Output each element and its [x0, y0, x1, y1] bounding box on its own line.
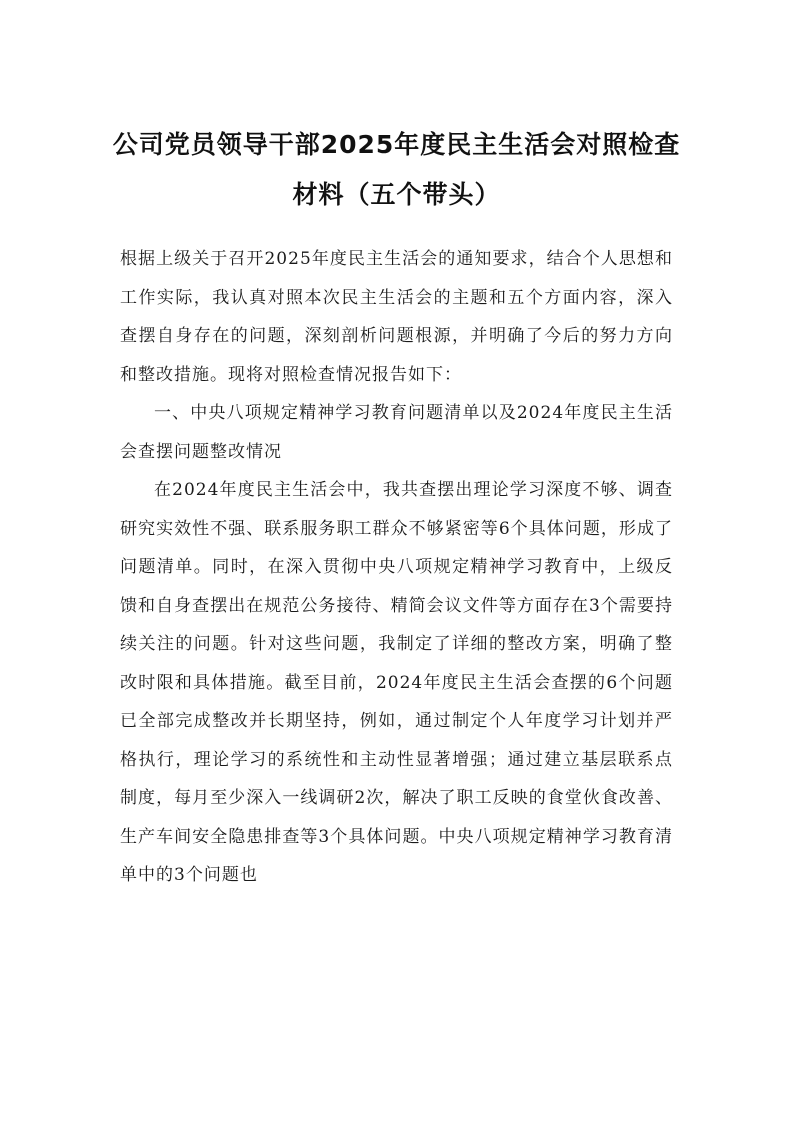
paragraph-rectification: 在2024年度民主生活会中，我共查摆出理论学习深度不够、调查研究实效性不强、联系服务职工群众不够紧密等6个具体问题，形成了问题清单。同时，在深入贯彻中央八项规定精神学习教育中，上级反馈和自身查摆出在规范公务接待、精简会议文件等方面存在3个需要持续关注的问题。针对这些问题，我制定了详细的整改方案，明确了整改时限和具体措施。截至目前，2024年度民主生活会查摆的6个问题已全部完成整改并长期坚持，例如，通过制定个人年度学习计划并严格执行，理论学习的系统性和主动性显著增强；通过建立基层联系点制度，每月至少深入一线调研2次，解决了职工反映的食堂伙食改善、生产车间安全隐患排查等3个具体问题。中央八项规定精神学习教育清单中的3个问题也 [120, 480, 673, 885]
paragraph-intro: 根据上级关于召开2025年度民主生活会的通知要求，结合个人思想和工作实际，我认真对照本次民主生活会的主题和五个方面内容，深入查摆自身存在的问题，深刻剖析问题根源，并明确了今后的努力方向和整改措施。现将对照检查情况报告如下： [120, 249, 673, 385]
document-title: 公司党员领导干部2025年度民主生活会对照检查材料（五个带头） [112, 130, 681, 209]
document-body [120, 240, 673, 895]
section-heading-1: 一、中央八项规定精神学习教育问题清单以及2024年度民主生活会查摆问题整改情况 [120, 403, 673, 462]
